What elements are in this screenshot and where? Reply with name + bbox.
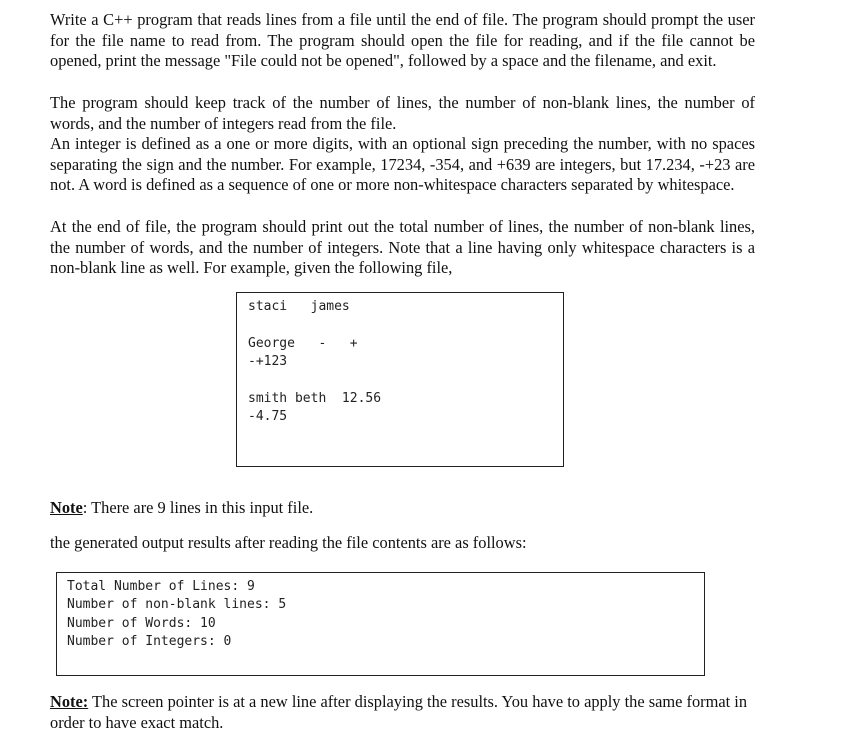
output-line: Number of Integers: 0 [67,634,232,649]
note-label: Note [50,498,83,517]
input-line: George - + [248,336,358,351]
output-line: Number of non-blank lines: 5 [67,597,287,612]
output-line: Number of Words: 10 [67,616,216,631]
output-line: Total Number of Lines: 9 [67,579,255,594]
note-text: The screen pointer is at a new line after displaying the results. You have to apply the same format in order to have exact match. [50,692,748,732]
input-line: staci james [248,299,350,314]
instruction-paragraph-2: The program should keep track of the number of lines, the number of non-blank lines, the number of words, and the number of integers read from the file. [50,93,755,133]
instruction-paragraph-3: An integer is defined as a one or more digits, with an optional sign preceding the number, with no spaces separating the sign and the number. For example, 17234, -354, and +639 are integers, but 17.234, -+23 are not. A word is defined as a sequence of one or more non-whitespace characters separated by whitespace. [50,134,755,195]
note-label: Note: [50,692,89,711]
instruction-paragraph-4: At the end of file, the program should print out the total number of lines, the number of non-blank lines, the number of words, and the number of integers. Note that a line having only whitespace characters is a non-blank line as well. For example, given the following file, [50,217,755,278]
generated-output-caption: the generated output results after reading the file contents are as follows: [50,533,527,552]
note-screen-pointer [50,692,755,733]
input-file-box [236,292,564,467]
input-line: -+123 [248,354,288,369]
note-text: : There are 9 lines in this input file. [82,498,314,517]
output-box [56,572,705,676]
input-line: smith beth 12.56 [248,391,382,406]
instruction-paragraph-1: Write a C++ program that reads lines from a file until the end of file. The program should prompt the user for the file name to read from. The program should open the file for reading, and if the file cannot be opened, print the message "File could not be opened", followed by a space and the filename, and exit. [50,10,755,71]
note-line-count [50,498,313,519]
input-line: -4.75 [248,409,288,424]
